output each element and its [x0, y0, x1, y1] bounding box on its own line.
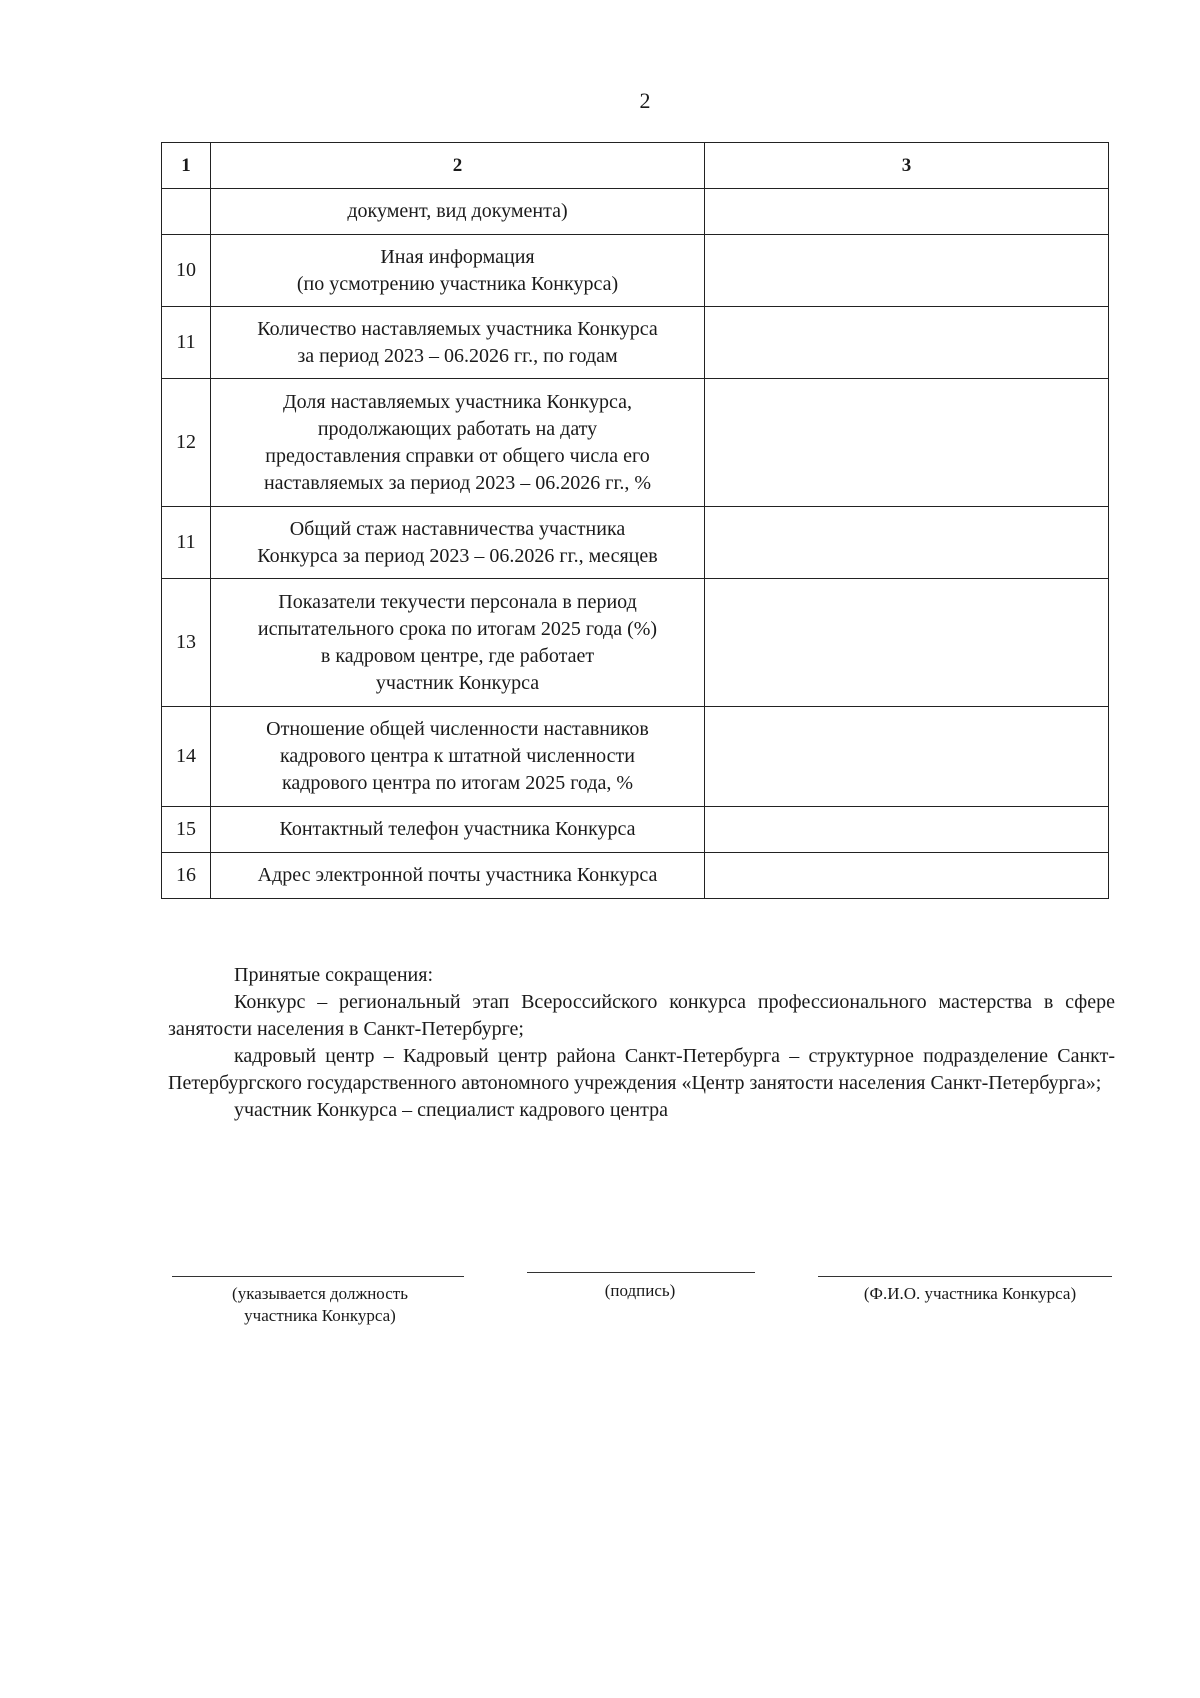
- table-row: [162, 307, 1109, 379]
- position-caption: (указывается должность участника Конкурса): [232, 1284, 408, 1325]
- table-row: [162, 853, 1109, 899]
- row-number: 11: [162, 507, 211, 579]
- row-description: Адрес электронной почты участника Конкурса: [211, 853, 705, 899]
- row-number: 14: [162, 707, 211, 807]
- row-number: 10: [162, 235, 211, 307]
- header-cell-2: 2: [211, 143, 705, 189]
- signature-line: [527, 1272, 755, 1273]
- table-header-row: [162, 143, 1109, 189]
- row-number: 11: [162, 307, 211, 379]
- row-number: 16: [162, 853, 211, 899]
- abbreviation-item-hr-center: кадровый центр – Кадровый центр района Санкт-Петербурга – структурное подразделение Санкт-Петербургского государственного автономного учреждения «Центр занятости населения Санкт-Петербурга»;: [168, 1045, 1115, 1094]
- table-row: [162, 507, 1109, 579]
- position-signature-line: [172, 1276, 464, 1277]
- row-number: 12: [162, 379, 211, 507]
- table-row: [162, 707, 1109, 807]
- abbreviations-block: [168, 962, 1115, 1124]
- row-value-cell: [705, 707, 1109, 807]
- signature-caption: (подпись): [604, 1281, 676, 1300]
- row-value-cell: [705, 307, 1109, 379]
- page-number: 2: [639, 88, 651, 113]
- table-row: [162, 235, 1109, 307]
- row-value-cell: [705, 507, 1109, 579]
- header-cell-3: 3: [705, 143, 1109, 189]
- row-number: 15: [162, 807, 211, 853]
- row-number: 13: [162, 579, 211, 707]
- questionnaire-table: [161, 142, 1109, 899]
- row-number: [162, 189, 211, 235]
- name-caption: (Ф.И.О. участника Конкурса): [863, 1284, 1077, 1303]
- header-cell-1: 1: [162, 143, 211, 189]
- name-signature-line: [818, 1276, 1112, 1277]
- row-description: Контактный телефон участника Конкурса: [211, 807, 705, 853]
- table-row: [162, 379, 1109, 507]
- table-row: [162, 189, 1109, 235]
- row-description: Доля наставляемых участника Конкурса, продолжающих работать на дату предоставления справки от общего числа его наставляемых за период 2023 – 06.2026 гг., %: [211, 379, 705, 507]
- row-value-cell: [705, 853, 1109, 899]
- row-description: Количество наставляемых участника Конкурса за период 2023 – 06.2026 гг., по годам: [211, 307, 705, 379]
- abbreviations-title: Принятые сокращения:: [234, 964, 434, 986]
- row-value-cell: [705, 579, 1109, 707]
- row-description: Показатели текучести персонала в период испытательного срока по итогам 2025 года (%) в кадровом центре, где работает участник Конкурса: [211, 579, 705, 707]
- row-description: Иная информация (по усмотрению участника Конкурса): [211, 235, 705, 307]
- row-value-cell: [705, 189, 1109, 235]
- abbreviation-item-contest: Конкурс – региональный этап Всероссийского конкурса профессионального мастерства в сфере занятости населения в Санкт-Петербурге;: [168, 991, 1115, 1040]
- row-value-cell: [705, 235, 1109, 307]
- table-row: [162, 579, 1109, 707]
- row-value-cell: [705, 807, 1109, 853]
- row-description: документ, вид документа): [211, 189, 705, 235]
- abbreviation-item-participant: участник Конкурса – специалист кадрового центра: [234, 1099, 668, 1121]
- row-value-cell: [705, 379, 1109, 507]
- row-description: Отношение общей численности наставников кадрового центра к штатной численности кадрового центра по итогам 2025 года, %: [211, 707, 705, 807]
- row-description: Общий стаж наставничества участника Конкурса за период 2023 – 06.2026 гг., месяцев: [211, 507, 705, 579]
- table-row: [162, 807, 1109, 853]
